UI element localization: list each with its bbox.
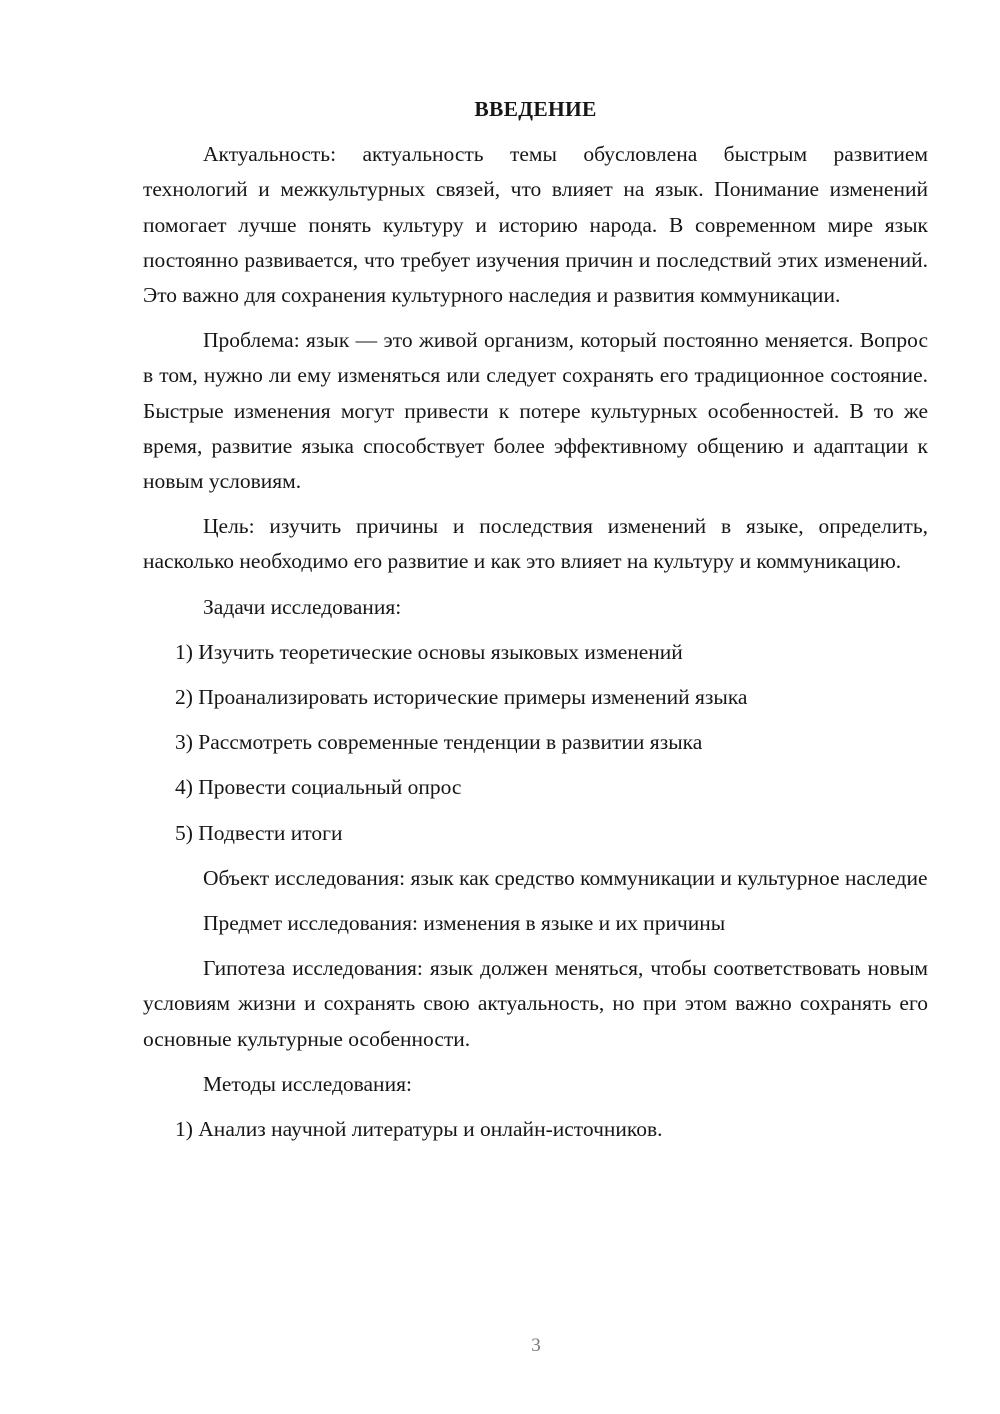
problem-paragraph: Проблема: язык — это живой организм, который постоянно меняется. Вопрос в том, нужно ли ему изменяться или следует сохранять его традиционное состояние. Быстрые изменения могут привести к потере культурных особенностей. В то же время, развитие языка способствует более эффективному общению и адаптации к новым условиям. [143,328,928,494]
method-item: 1) Анализ научной литературы и онлайн-источников. [175,1117,663,1142]
object-paragraph: Объект исследования: язык как средство коммуникации и культурное наследие [203,865,928,890]
page-heading: ВВЕДЕНИЕ [474,97,597,121]
task-item: 2) Проанализировать исторические примеры изменений языка [175,685,748,710]
methods-title: Методы исследования: [203,1071,412,1096]
hypothesis-paragraph: Гипотеза исследования: язык должен меняться, чтобы соответствовать новым условиям жизни и сохранять свою актуальность, но при этом важно сохранять его основные культурные особенности. [143,956,928,1051]
goal-paragraph: Цель: изучить причины и последствия изменений в языке, определить, насколько необходимо его развитие и как это влияет на культуру и коммуникацию. [143,514,928,574]
tasks-title: Задачи исследования: [203,594,402,619]
page-number: 3 [531,1335,541,1356]
task-item: 4) Провести социальный опрос [175,775,462,800]
subject-paragraph: Предмет исследования: изменения в языке и их причины [203,911,726,936]
task-item: 3) Рассмотреть современные тенденции в развитии языка [175,730,703,755]
task-item: 5) Подвести итоги [175,820,343,845]
relevance-paragraph: Актуальность: актуальность темы обусловлена быстрым развитием технологий и межкультурных связей, что влияет на язык. Понимание изменений помогает лучше понять культуру и историю народа. В современном мире язык постоянно развивается, что требует изучения причин и последствий этих изменений. Это важно для сохранения культурного наследия и развития коммуникации. [143,142,928,308]
page-content [143,92,928,1157]
task-item: 1) Изучить теоретические основы языковых изменений [175,639,683,664]
